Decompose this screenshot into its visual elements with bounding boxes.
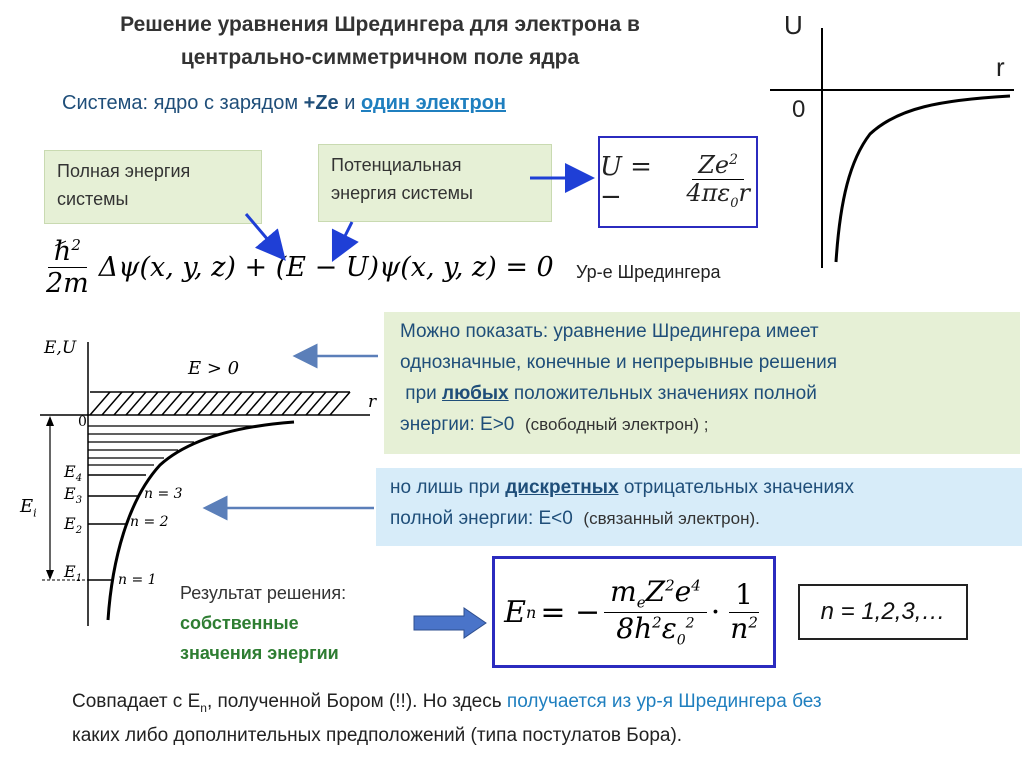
positive-box-line-2: однозначные, конечные и непрерывные решения	[400, 352, 838, 373]
energy-formula-den-eps-exp: 2	[685, 615, 695, 632]
energy-formula-den-h-exp: 2	[652, 613, 662, 632]
positive-box-line-3-post: положительных значениях полной	[513, 383, 817, 404]
potential-graph-zero-label: 0	[792, 96, 806, 123]
level-n1-label: n = 1	[118, 572, 157, 588]
system-charge: +Ze	[303, 92, 339, 114]
positive-box-line-3-emph: любых	[442, 383, 509, 404]
negative-box-line-2-note: (связанный электрон).	[583, 509, 760, 528]
energy-formula-num-z-exp: 2	[665, 576, 675, 595]
negative-box-line-1-pre: но лишь при	[390, 477, 500, 498]
level-label-e1-main: E	[64, 562, 76, 581]
level-graph-ei-label	[20, 496, 37, 520]
energy-formula	[492, 556, 776, 668]
energy-formula-lhs-sub: n	[526, 602, 537, 622]
energy-formula-num-e: e	[674, 574, 692, 608]
bottom-part-3: получается из ур-я Шредингера без	[506, 691, 822, 712]
result-line-3: значения энергии	[180, 643, 339, 663]
potential-graph-r-label: r	[996, 52, 1005, 82]
arrow-potential-energy	[336, 222, 352, 254]
positive-box-line-1: Можно показать: уравнение Шредингера имеет	[400, 321, 819, 342]
n-values-box: n = 1,2,3,…	[798, 584, 968, 640]
arrow-total-energy	[246, 214, 280, 254]
total-energy-line-1: Полная энергия	[57, 161, 191, 181]
bottom-part-1: Совпадает с E	[72, 691, 201, 712]
result-text	[180, 578, 346, 668]
potential-formula-lhs: U = −	[600, 152, 652, 212]
positive-box-line-4-note: (свободный электрон) ;	[524, 415, 709, 434]
potential-formula-den-sub: 0	[730, 196, 739, 212]
level-n2-label: n = 2	[130, 514, 169, 530]
energy-formula-num-e-exp: 4	[691, 576, 701, 595]
energy-formula-dot: ·	[710, 594, 721, 630]
bottom-part-2: , полученной Бором (!!). Но здесь	[206, 691, 502, 712]
schrodinger-hbar: ℏ	[53, 236, 72, 267]
potential-graph-u-label: U	[784, 10, 803, 40]
level-graph-e-positive: E > 0	[188, 358, 240, 379]
system-prefix: Система: ядро с зарядом	[62, 92, 299, 114]
positive-energy-box	[384, 312, 1020, 454]
block-arrow	[412, 606, 488, 640]
schrodinger-caption: Ур-е Шредингера	[576, 262, 721, 282]
level-label-e1	[64, 562, 82, 584]
level-label-e4	[64, 462, 82, 484]
potential-graph	[770, 10, 1020, 270]
system-electron: один электрон	[360, 92, 506, 114]
level-label-e2	[64, 514, 82, 536]
energy-formula-den-h: 8h	[616, 611, 653, 645]
negative-box-line-1-post: отрицательных значениях	[623, 477, 854, 498]
level-graph-r-label: r	[368, 392, 377, 412]
title-line-2: центрально-симметричном поле ядра	[180, 46, 580, 69]
energy-formula-den-eps-sub: 0	[676, 632, 686, 649]
level-label-e3-sub: 3	[75, 495, 83, 507]
ei-label-sub: i	[33, 506, 37, 520]
result-line-1: Результат решения:	[180, 583, 347, 603]
negative-box-line-1-emph: дискретных	[505, 477, 619, 498]
negative-box-line-2-main: полной энергии: E<0	[390, 508, 573, 529]
level-label-e2-main: E	[64, 514, 76, 533]
positive-box-line-3-pre: при	[405, 383, 437, 404]
result-line-2: собственные	[180, 613, 299, 633]
schrodinger-hbar-exp: 2	[71, 236, 81, 254]
continuum-hatch	[90, 392, 350, 415]
potential-formula-den: 4πε	[686, 179, 731, 208]
potential-formula-num: Ze	[698, 150, 730, 179]
energy-formula-num-z: Z	[645, 574, 666, 608]
potential-formula-den-tail: r	[738, 179, 750, 208]
bottom-note	[72, 688, 1002, 750]
potential-curve	[836, 96, 1010, 262]
energy-formula-den2-exp: 2	[748, 613, 758, 632]
energy-formula-num2: 1	[729, 579, 759, 612]
energy-formula-den2: n	[730, 611, 749, 645]
level-label-e3	[64, 484, 82, 506]
potential-energy-line-2: энергия системы	[331, 183, 473, 203]
negative-energy-box	[376, 468, 1022, 546]
energy-formula-num-sub: e	[636, 593, 646, 612]
title-line-1: Решение уравнения Шредингера для электрона в	[120, 13, 640, 36]
positive-box-line-4-main: энергии: E>0	[400, 414, 515, 435]
bottom-part-4: каких либо дополнительных предположений (типа постулатов Бора).	[72, 724, 683, 746]
energy-formula-eq: = −	[540, 594, 601, 630]
level-graph-axis-label: E,U	[44, 338, 77, 358]
total-energy-line-2: системы	[57, 189, 129, 209]
energy-formula-num-m: m	[610, 574, 637, 608]
system-and: и	[344, 92, 356, 114]
level-label-e4-main: E	[64, 462, 76, 481]
bottom-part-1-sub: n	[200, 700, 207, 715]
energy-formula-den-eps: ε	[661, 611, 677, 645]
energy-formula-lhs: E	[504, 594, 527, 630]
level-graph-zero-label: 0	[78, 414, 87, 430]
potential-energy-line-1: Потенциальная	[331, 155, 462, 175]
schrodinger-den: 2m	[46, 268, 89, 300]
schrodinger-body: Δψ(x, y, z) + (E − U)ψ(x, y, z) = 0	[98, 252, 554, 284]
level-label-e4-sub: 4	[75, 473, 83, 485]
level-label-e1-sub: 1	[75, 573, 83, 585]
level-label-e2-sub: 2	[75, 525, 83, 537]
level-label-e3-main: E	[64, 484, 76, 503]
potential-formula-num-exp: 2	[729, 151, 739, 168]
ei-label-main: E	[20, 496, 34, 517]
level-n3-label: n = 3	[144, 486, 183, 502]
